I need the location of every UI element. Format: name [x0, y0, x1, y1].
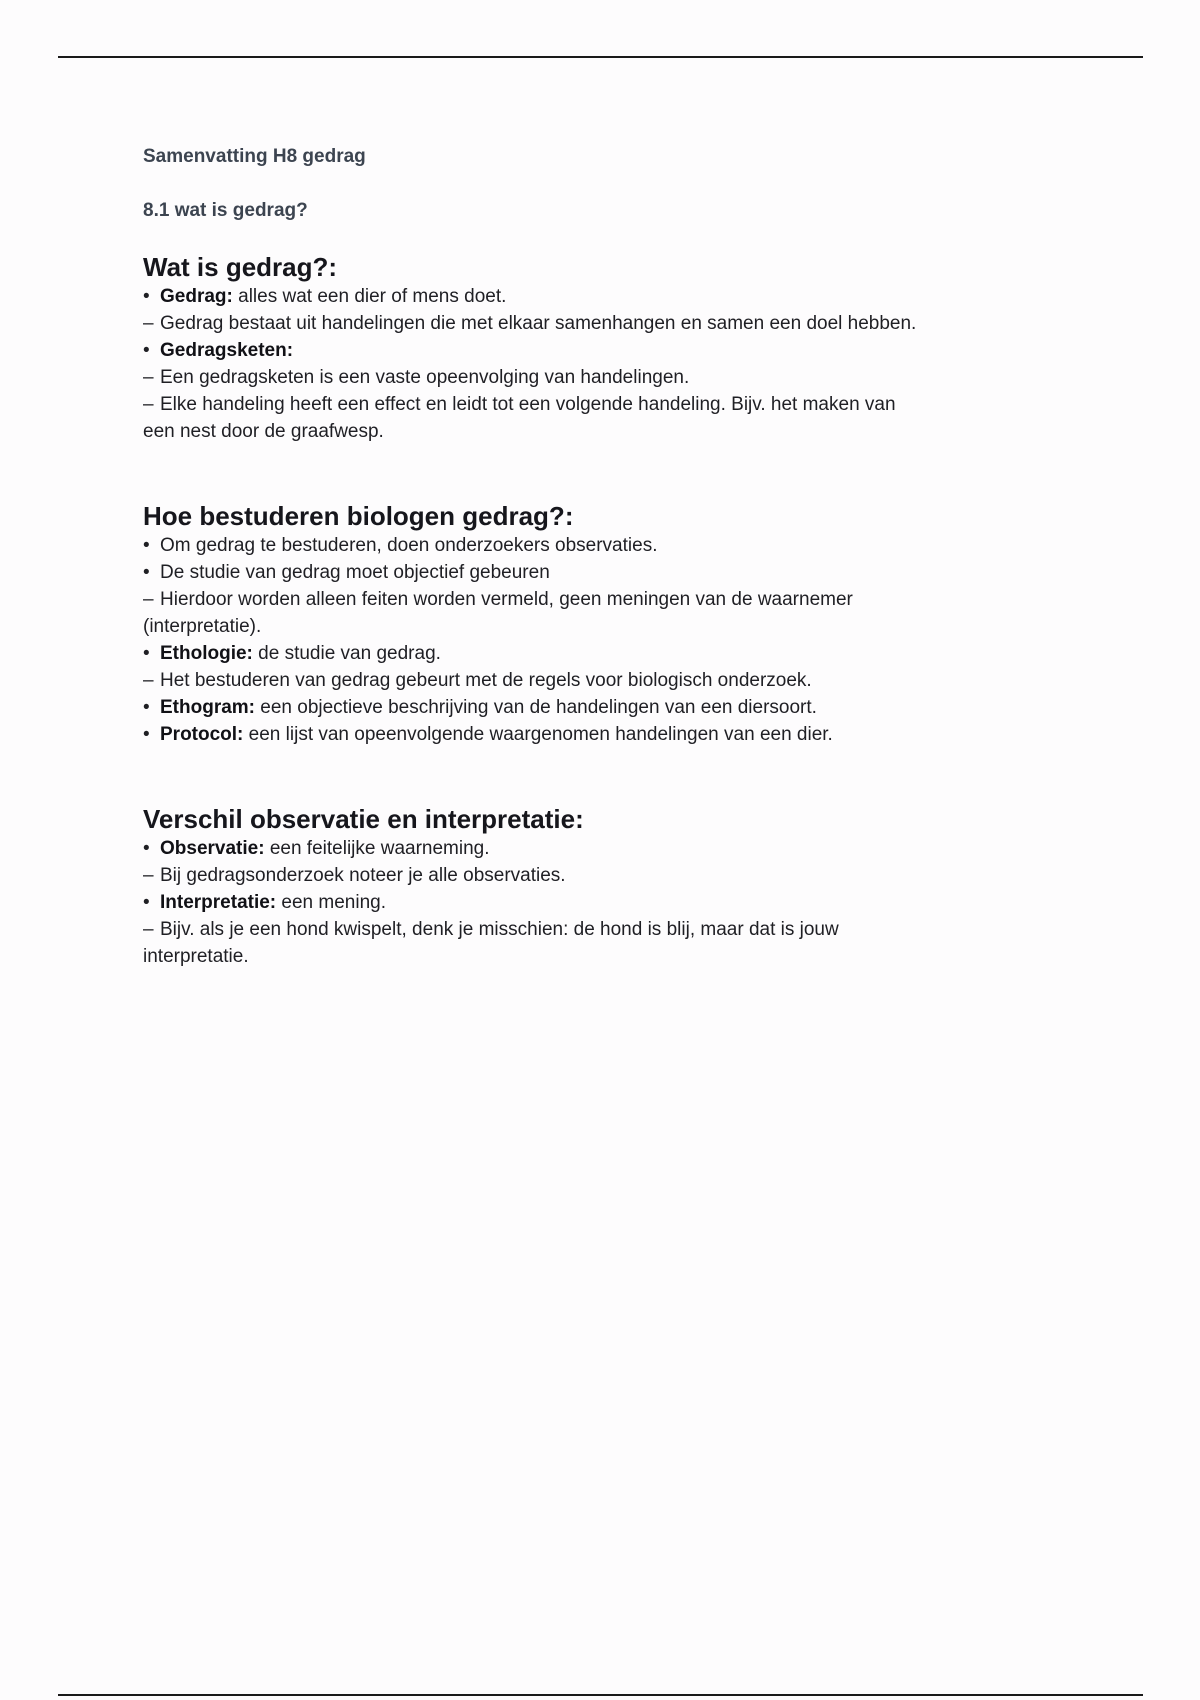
- section-hoe-bestuderen: [143, 500, 1073, 748]
- bullet-line: [143, 559, 1073, 586]
- bullet-marker: •: [143, 535, 150, 556]
- dash-line: [143, 862, 1073, 889]
- bullet-marker: •: [143, 286, 150, 307]
- line-text: Bijv. als je een hond kwispelt, denk je misschien: de hond is blij, maar dat is jouw: [160, 919, 839, 940]
- dash-marker: –: [143, 367, 154, 388]
- term-label: Observatie:: [160, 838, 265, 859]
- term-label: Interpretatie:: [160, 892, 277, 913]
- line-text: een feitelijke waarneming.: [264, 838, 490, 859]
- line-text: Gedrag bestaat uit handelingen die met elkaar samenhangen en samen een doel hebben.: [160, 313, 917, 334]
- term-label: Gedragsketen:: [160, 340, 294, 361]
- top-rule: [58, 56, 1143, 58]
- dash-marker: –: [143, 394, 154, 415]
- bullet-line: [143, 532, 1073, 559]
- section-wat-is-gedrag: [143, 251, 1073, 445]
- line-text: de studie van gedrag.: [252, 643, 441, 664]
- bullet-line: [143, 283, 1073, 310]
- dash-line: [143, 586, 1073, 613]
- dash-line: [143, 364, 1073, 391]
- line-text: interpretatie.: [143, 946, 249, 967]
- dash-marker: –: [143, 313, 154, 334]
- bullet-line: [143, 889, 1073, 916]
- bullet-marker: •: [143, 340, 150, 361]
- dash-line: [143, 310, 1073, 337]
- line-text: (interpretatie).: [143, 616, 262, 637]
- dash-line: [143, 916, 1073, 943]
- term-label: Gedrag:: [160, 286, 233, 307]
- line-text: alles wat een dier of mens doet.: [232, 286, 507, 307]
- line-text: een mening.: [276, 892, 386, 913]
- line-text: een lijst van opeenvolgende waargenomen handelingen van een dier.: [243, 724, 833, 745]
- bullet-marker: •: [143, 838, 150, 859]
- dash-line: [143, 667, 1073, 694]
- document-subtitle: 8.1 wat is gedrag?: [143, 200, 308, 221]
- line-text: Elke handeling heeft een effect en leidt tot een volgende handeling. Bijv. het maken van: [160, 394, 896, 415]
- bullet-line: [143, 721, 1073, 748]
- bullet-marker: •: [143, 643, 150, 664]
- bullet-marker: •: [143, 697, 150, 718]
- document-title: Samenvatting H8 gedrag: [143, 146, 366, 167]
- dash-line: [143, 391, 1073, 418]
- line-text: een objectieve beschrijving van de handelingen van een diersoort.: [255, 697, 817, 718]
- section-heading: Verschil observatie en interpretatie:: [143, 804, 584, 834]
- dash-marker: –: [143, 865, 154, 886]
- dash-marker: –: [143, 670, 154, 691]
- line-text: een nest door de graafwesp.: [143, 421, 384, 442]
- bullet-marker: •: [143, 562, 150, 583]
- section-heading: Hoe bestuderen biologen gedrag?:: [143, 501, 574, 531]
- continuation-line: [143, 418, 1073, 445]
- line-text: Om gedrag te bestuderen, doen onderzoekers observaties.: [160, 535, 658, 556]
- bullet-line: [143, 694, 1073, 721]
- bottom-rule: [58, 1694, 1143, 1696]
- term-label: Ethogram:: [160, 697, 255, 718]
- section-heading: Wat is gedrag?:: [143, 252, 338, 282]
- document-body: [143, 140, 1073, 970]
- continuation-line: [143, 943, 1073, 970]
- term-label: Protocol:: [160, 724, 244, 745]
- line-text: Hierdoor worden alleen feiten worden vermeld, geen meningen van de waarnemer: [160, 589, 853, 610]
- dash-marker: –: [143, 919, 154, 940]
- line-text: De studie van gedrag moet objectief gebeuren: [160, 562, 550, 583]
- term-label: Ethologie:: [160, 643, 253, 664]
- dash-marker: –: [143, 589, 154, 610]
- continuation-line: [143, 613, 1073, 640]
- bullet-marker: •: [143, 892, 150, 913]
- line-text: Het bestuderen van gedrag gebeurt met de regels voor biologisch onderzoek.: [160, 670, 812, 691]
- section-verschil-observatie: [143, 803, 1073, 970]
- bullet-line: [143, 337, 1073, 364]
- line-text: Bij gedragsonderzoek noteer je alle observaties.: [160, 865, 566, 886]
- bullet-line: [143, 835, 1073, 862]
- bullet-line: [143, 640, 1073, 667]
- line-text: Een gedragsketen is een vaste opeenvolging van handelingen.: [160, 367, 690, 388]
- bullet-marker: •: [143, 724, 150, 745]
